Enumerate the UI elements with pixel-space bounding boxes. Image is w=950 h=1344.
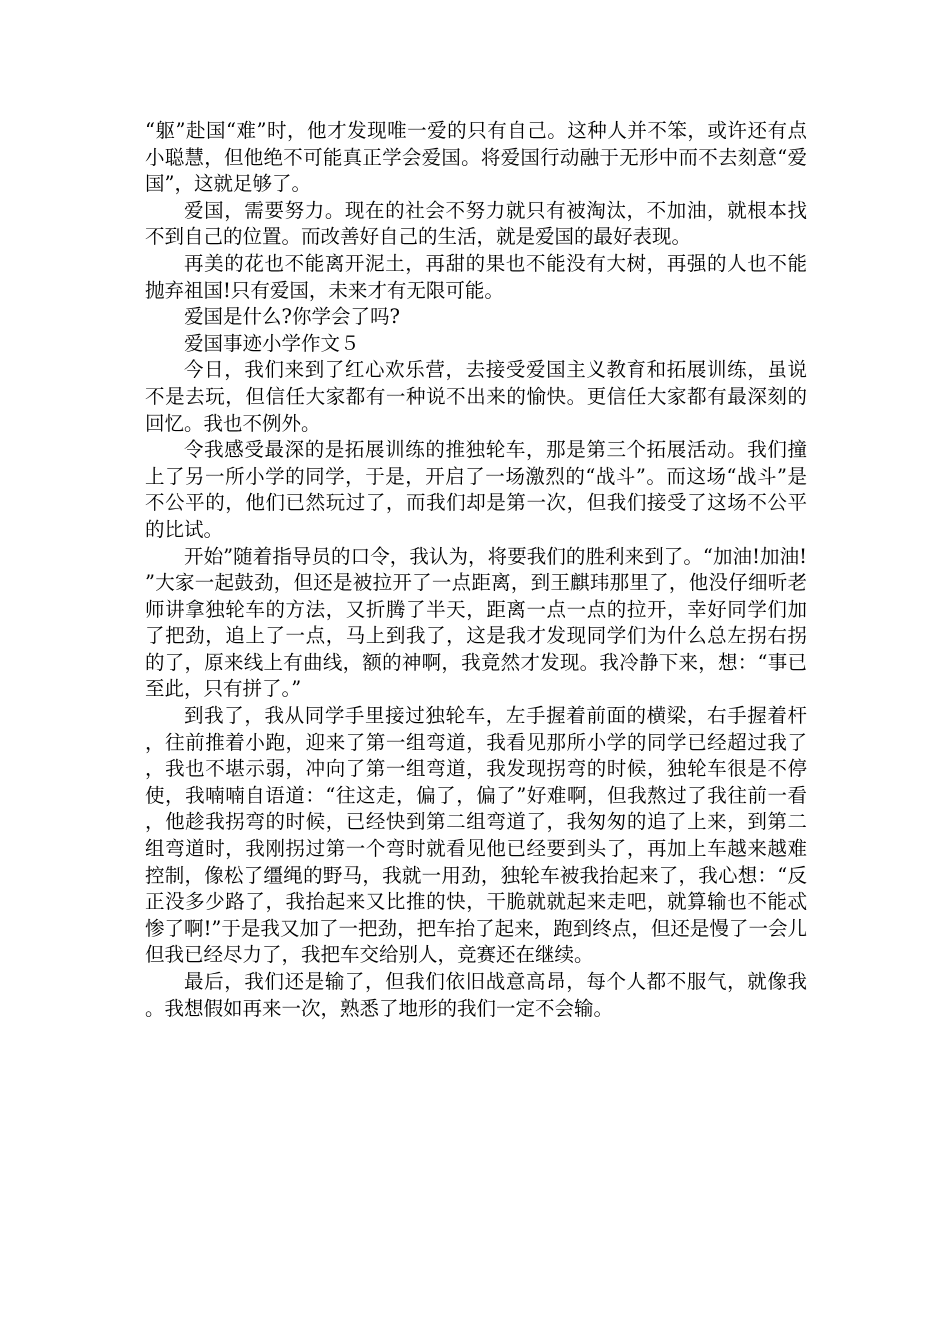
paragraph-continuation: “躯”赴国“难”时，他才发现唯一爱的只有自己。这种人并不笨，或许还有点小聪慧，但他绝不可能真正学会爱国。将爱国行动融于无形中而不去刻意“爱国”，这就足够了。 bbox=[145, 119, 807, 196]
document-page bbox=[145, 118, 807, 1022]
section-heading: 爱国事迹小学作文５ bbox=[184, 331, 360, 355]
paragraph: 爱国，需要努力。现在的社会不努力就只有被淘汰，不加油，就根本找不到自己的位置。而改善好自己的生活，就是爱国的最好表现。 bbox=[145, 198, 807, 249]
paragraph: 开始”随着指导员的口令，我认为，将要我们的胜利来到了。“加油!加油!”大家一起鼓劲，但还是被拉开了一点距离，到王麒玮那里了，他没仔细听老师讲拿独轮车的方法，又折腾了半天，距离一点一点的拉开，幸好同学们加了把劲，追上了一点，马上到我了，这是我才发现同学们为什么总左拐右拐的了，原来线上有曲线，额的神啊，我竟然才发现。我冷静下来，想：“事已至此，只有拼了。” bbox=[145, 544, 807, 701]
paragraph: 令我感受最深的是拓展训练的推独轮车，那是第三个拓展活动。我们撞上了另一所小学的同学，于是，开启了一场激烈的“战斗”。而这场“战斗”是不公平的，他们已然玩过了，而我们却是第一次，但我们接受了这场不公平的比试。 bbox=[145, 438, 807, 541]
paragraph: 爱国是什么?你学会了吗? bbox=[184, 305, 400, 329]
paragraph: 今日，我们来到了红心欢乐营，去接受爱国主义教育和拓展训练，虽说不是去玩，但信任大家都有一种说不出来的愉快。更信任大家都有最深刻的回忆。我也不例外。 bbox=[145, 358, 807, 435]
paragraph: 到我了，我从同学手里接过独轮车，左手握着前面的横梁，右手握着杆，往前推着小跑，迎来了第一组弯道，我看见那所小学的同学已经超过我了，我也不堪示弱，冲向了第一组弯道，我发现拐弯的时候，独轮车很是不停使，我喃喃自语道：“往这走，偏了，偏了”好难啊，但我熬过了我往前一看，他趁我拐弯的时候，已经快到第二组弯道了，我匆匆的追了上来，到第二组弯道时，我刚拐过第一个弯时就看见他已经要到头了，再加上车越来越难控制，像松了缰绳的野马，我就一用劲，独轮车被我抬起来了，我心想：“反正没多少路了，我抬起来又比推的快，干脆就就起来走吧，就算输也不能忒惨了啊!”于是我又加了一把劲，把车抬了起来，跑到终点，但还是慢了一会儿但我已经尽力了，我把车交给别人，竞赛还在继续。 bbox=[145, 704, 807, 967]
paragraph: 再美的花也不能离开泥土，再甜的果也不能没有大树，再强的人也不能抛弃祖国!只有爱国，未来才有无限可能。 bbox=[145, 251, 807, 302]
paragraph: 最后，我们还是输了，但我们依旧战意高昂，每个人都不服气，就像我。我想假如再来一次，熟悉了地形的我们一定不会输。 bbox=[145, 970, 807, 1020]
